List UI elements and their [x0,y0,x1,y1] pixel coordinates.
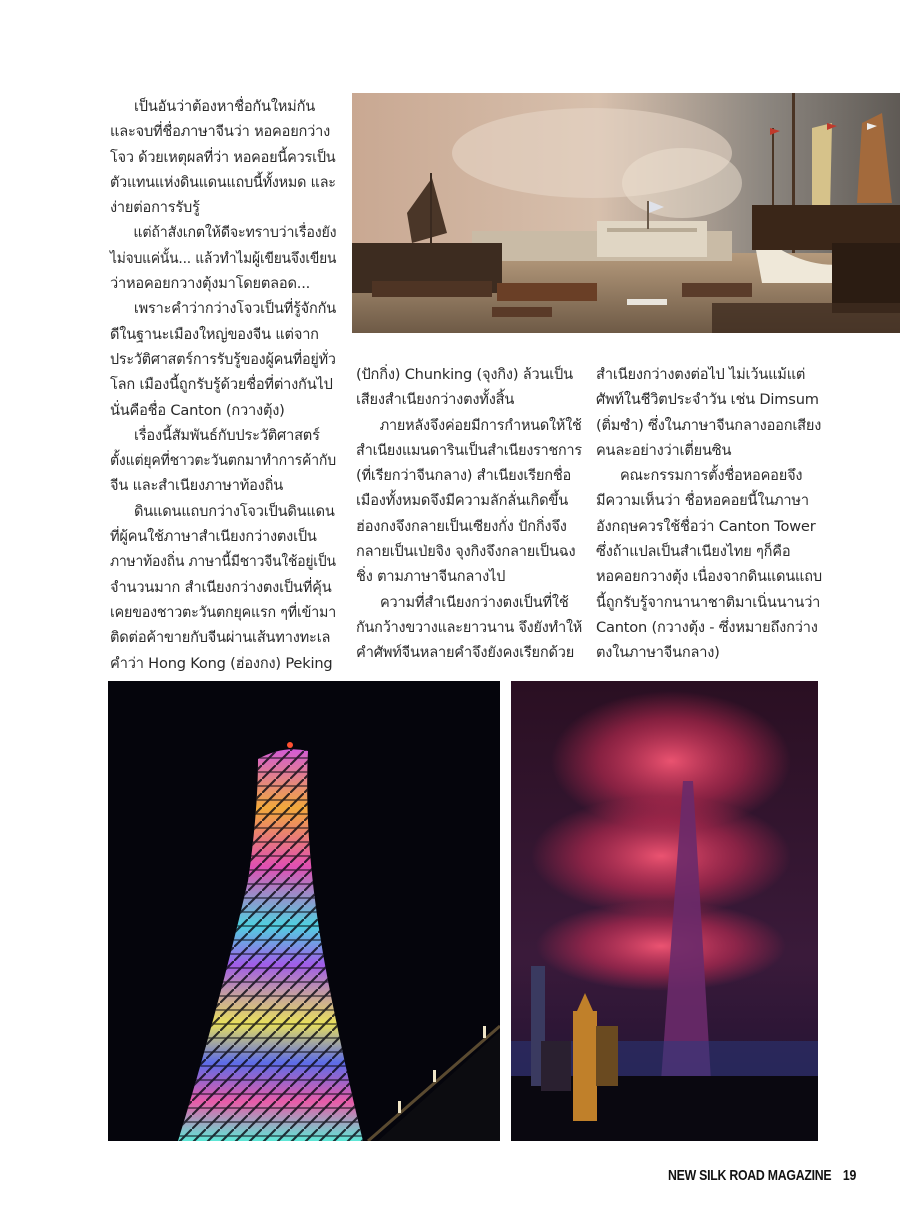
text-line: ตั้งแต่ยุคที่ชาวตะวันตกมาทำการค้ากับ [110,452,336,470]
text-line: จำนวนมาก สำเนียงกว่างตงเป็นที่คุ้น [110,578,332,596]
text-line: (ปักกิ่ง) Chunking (จุงกิง) ล้วนเป็น [356,366,573,383]
text-line: เสียงสำเนียงกว่างตงทั้งสิ้น [356,391,515,409]
text-line: เรื่องนี้สัมพันธ์กับประวัติศาสตร์ [134,426,320,444]
text-line: เมืองทั้งหมดจึงมีความลักลั่นเกิดขึ้น [356,492,568,510]
text-line: ประวัติศาสตร์การรับรู้ของผู้คนที่อยู่ทั่ว [110,350,336,368]
page-footer [668,1167,856,1184]
text-line: หอคอยกวางตุ้ง เนื่องจากดินแดนแถบ [596,568,822,586]
text-line: โจว ด้วยเหตุผลที่ว่า หอคอยนี้ควรเป็น [110,148,336,166]
text-line: อังกฤษควรใช้ชื่อว่า Canton Tower [596,517,816,535]
text-line: นั่นคือชื่อ Canton (กวางตุ้ง) [110,401,285,419]
text-line: (ที่เรียกว่าจีนกลาง) สำเนียงเรียกชื่อ [356,467,572,485]
text-line: กลายเป็นเป่ยจิง จุงกิงจึงกลายเป็นฉง [356,543,576,561]
text-line: นี้ถูกรับรู้จากนานาชาติมาเนิ่นนานว่า [596,593,821,611]
text-line: ซึ่งถ้าแปลเป็นสำเนียงไทย ๆก็คือ [596,543,791,561]
text-line: ภายหลังจึงค่อยมีการกำหนดให้ใช้ [379,416,582,434]
text-line: สำเนียงกว่างตงต่อไป ไม่เว้นแม้แต่ [596,366,806,383]
text-line: คำศัพท์จีนหลายคำจึงยังคงเรียกด้วย [356,644,575,662]
illuminated-tower-photo [108,681,500,1141]
text-line: เคยของชาวตะวันตกยุคแรก ๆที่เข้ามา [110,603,337,621]
text-line: ฮ่องกงจึงกลายเป็นเซียงกั่ง ปักกิ่งจึง [356,517,567,535]
text-line: ง่ายต่อการรับรู้ [110,199,200,217]
text-line: ชิ่ง ตามภาษาจีนกลางไป [356,568,506,586]
text-line: คำว่า Hong Kong (ฮ่องกง) Peking [110,654,333,672]
text-line: และจบที่ชื่อภาษาจีนว่า หอคอยกว่าง [110,123,331,141]
harbor-painting-image [352,93,900,333]
text-line: ศัพท์ในชีวิตประจำวัน เช่น Dimsum [596,391,819,409]
text-line: ไม่จบแค่นั้น... แล้วทำไมผู้เขียนจึงเขียน [110,249,337,267]
fireworks-tower-photo [511,681,818,1141]
text-line: ภาษาท้องถิ่น ภาษานี้มีชาวจีนใช้อยู่เป็น [110,553,336,571]
text-line: คนละอย่างว่าเตี่ยนซิน [596,441,732,459]
text-line: ดินแดนแถบกว่างโจวเป็นดินแดน [134,502,335,520]
text-line: จีน และสำเนียงภาษาท้องถิ่น [110,477,284,495]
text-line: คณะกรรมการตั้งชื่อหอคอยจึง [620,467,803,485]
text-line: มีความเห็นว่า ชื่อหอคอยนี้ในภาษา [596,492,809,510]
text-line: ติดต่อค้าขายกับจีนผ่านเส้นทางทะเล [110,629,331,647]
text-line: ตงในภาษาจีนกลาง) [596,644,720,662]
article-column-2 [356,362,582,666]
text-line: ความที่สำเนียงกว่างตงเป็นที่ใช้ [380,593,569,611]
text-line: (ติ่มซำ) ซึ่งในภาษาจีนกลางออกเสียง [596,416,822,434]
text-line: ว่าหอคอยกวางตุ้งมาโดยตลอด... [110,275,311,293]
text-line: ที่ผู้คนใช้ภาษาสำเนียงกว่างตงเป็น [110,528,317,546]
text-line: ตัวแทนแห่งดินแดนแถบนี้ทั้งหมด และ [110,173,336,191]
text-line: สำเนียงแมนดารินเป็นสำเนียงราชการ [356,441,582,459]
text-line: โลก เมืองนี้ถูกรับรู้ด้วยชื่อที่ต่างกันไป [110,376,333,394]
text-line: กันกว้างขวางและยาวนาน จึงยังทำให้ [356,618,583,636]
magazine-name: NEW SILK ROAD MAGAZINE [668,1167,832,1184]
text-line: เป็นอันว่าต้องหาชื่อกันใหม่กัน [134,98,316,115]
text-line: Canton (กวางตุ้ง - ซึ่งหมายถึงกว่าง [596,618,818,636]
article-column-3 [596,362,822,666]
page-number: 19 [842,1167,857,1184]
article-column-1 [110,94,336,676]
text-line: ดีในฐานะเมืองใหญ่ของจีน แต่จาก [110,325,319,343]
text-line: เพราะคำว่ากว่างโจวเป็นที่รู้จักกัน [133,300,336,318]
text-line: แต่ถ้าสังเกตให้ดีจะทราบว่าเรื่องยัง [133,224,337,242]
